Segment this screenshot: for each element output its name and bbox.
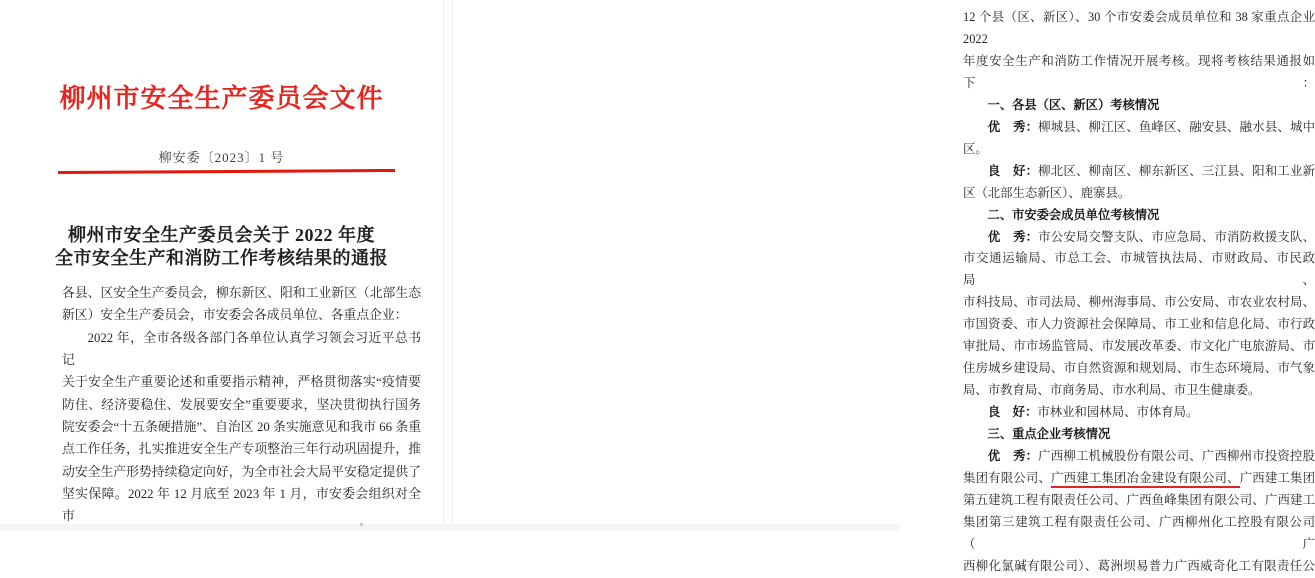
document-number: 柳安委〔2023〕1 号 <box>158 150 285 165</box>
grade-label: 优 秀： <box>987 449 1039 464</box>
text-line <box>963 292 1315 314</box>
text-segment: 第五建筑工程有限责任公司、广西鱼峰集团有限公司、广西建工 <box>963 492 1315 507</box>
right-page <box>453 0 1315 573</box>
text-segment: 区（北部生态新区）、鹿寨县。 <box>963 185 1131 200</box>
text-line <box>963 468 1315 490</box>
section-heading <box>963 95 1315 117</box>
text-segment: 关于安全生产重要论述和重要指示精神，严格贯彻落实“疫情要 <box>62 375 421 390</box>
red-underlined-company: 广西建工集团冶金建设有限公司、 <box>1051 471 1240 488</box>
text-segment: 局、市教育局、市商务局、市水利局、市卫生健康委。 <box>963 383 1261 398</box>
text-segment: 西柳化氯碱有限公司）、葛洲坝易普力广西威奇化工有限责任公 <box>963 558 1315 573</box>
text-line <box>963 161 1315 183</box>
text-line <box>963 512 1315 556</box>
page-footer-mark <box>360 523 363 526</box>
text-segment: 柳城县、柳江区、鱼峰区、融安县、融水县、城中 <box>1038 119 1315 134</box>
text-segment: 年度安全生产和消防工作情况开展考核。现将考核结果通报如下： <box>963 53 1315 90</box>
text-segment: 区。 <box>963 141 988 156</box>
text-segment: 审批局、市市场监管局、市发展改革委、市文化广电旅游局、市 <box>963 339 1315 354</box>
text-segment: 市交通运输局、市总工会、市城管执法局、市财政局、市民政局、 <box>963 251 1315 288</box>
document-title-line-2: 全市安全生产和消防工作考核结果的通报 <box>55 248 388 268</box>
text-segment: 动安全生产形势持续稳定向好，为全市社会大局平安稳定提供了 <box>62 464 421 479</box>
page-divider-line <box>443 0 444 524</box>
left-page <box>0 0 443 531</box>
text-line <box>963 380 1315 402</box>
text-segment: 住房城乡建设局、市自然资源和规划局、市生态环境局、市气象 <box>963 361 1315 376</box>
section-heading <box>963 424 1315 446</box>
text-segment: 二、市安委会成员单位考核情况 <box>987 207 1160 222</box>
text-line <box>963 183 1315 205</box>
document-title-line-1: 柳州市安全生产委员会关于 2022 年度 <box>68 225 375 245</box>
document-title <box>10 224 433 270</box>
text-line <box>963 336 1315 358</box>
text-line <box>963 446 1315 468</box>
text-segment: 坚实保障。2022 年 12 月底至 2023 年 1 月，市安委会组织对全市 <box>62 487 421 524</box>
text-line <box>963 314 1315 336</box>
text-segment: 柳北区、柳南区、柳东新区、三江县、阳和工业新 <box>1038 163 1315 178</box>
section-heading <box>963 205 1315 227</box>
text-line <box>963 248 1315 292</box>
text-segment: 各县、区安全生产委员会，柳东新区、阳和工业新区（北部生态 <box>62 286 421 300</box>
text-segment: 市科技局、市司法局、柳州海事局、市公安局、市农业农村局、 <box>963 295 1315 310</box>
text-line <box>62 461 421 483</box>
text-line <box>963 556 1315 578</box>
grade-label: 优 秀： <box>987 119 1039 134</box>
text-segment: 广西柳工机械股份有限公司、广西柳州市投资控股 <box>1038 449 1315 464</box>
text-segment: 市公安局交警支队、市应急局、市消防救援支队、 <box>1038 229 1315 244</box>
text-segment: 集团有限公司、 <box>963 471 1052 486</box>
grade-label: 良 好： <box>987 163 1039 178</box>
text-line <box>963 7 1315 51</box>
text-line <box>62 371 421 393</box>
text-line <box>62 282 421 304</box>
text-segment: 广西建工集团 <box>1239 471 1315 486</box>
right-page-body <box>963 7 1315 578</box>
left-page-body <box>62 282 421 528</box>
text-line <box>963 139 1315 161</box>
text-segment: 点工作任务，扎实推进安全生产专项整治三年行动巩固提升，推 <box>62 442 421 457</box>
text-line <box>62 416 421 438</box>
text-line <box>62 327 421 372</box>
text-line <box>62 394 421 416</box>
text-line <box>62 438 421 460</box>
page-divider-line <box>452 0 453 524</box>
text-segment: 三、重点企业考核情况 <box>987 427 1111 442</box>
text-line <box>963 227 1315 249</box>
text-segment: 市林业和园林局、市体育局。 <box>1037 405 1199 420</box>
red-divider-rule <box>58 169 395 174</box>
text-segment: 12 个县（区、新区）、30 个市安委会成员单位和 38 家重点企业 2022 <box>963 10 1315 46</box>
text-line <box>963 51 1315 95</box>
text-line <box>963 358 1315 380</box>
grade-label: 优 秀： <box>987 229 1039 244</box>
text-line <box>963 117 1315 139</box>
text-segment: 院安委会“十五条硬措施”、自治区 20 条实施意见和我市 66 条重 <box>62 420 421 435</box>
text-segment: 2022 年，全市各级各部门各单位认真学习领会习近平总书记 <box>62 330 421 368</box>
text-segment: 市国资委、市人力资源社会保障局、市工业和信息化局、市行政 <box>963 317 1315 332</box>
text-line <box>963 490 1315 512</box>
text-segment: 集团第三建筑工程有限责任公司、广西柳州化工控股有限公司（广 <box>963 514 1315 551</box>
text-segment: 一、各县（区、新区）考核情况 <box>987 97 1160 112</box>
document-header-title: 柳州市安全生产委员会文件 <box>59 84 384 113</box>
text-line <box>62 304 421 326</box>
bottom-edge-strip <box>0 524 900 531</box>
text-segment: 新区）安全生产委员会，市安委会各成员单位、各重点企业： <box>62 308 408 323</box>
text-line <box>62 483 421 528</box>
text-segment: 防住、经济要稳住、发展要安全”重要要求，坚决贯彻执行国务 <box>62 397 421 412</box>
grade-label: 良 好： <box>987 405 1038 420</box>
text-line <box>963 402 1315 424</box>
